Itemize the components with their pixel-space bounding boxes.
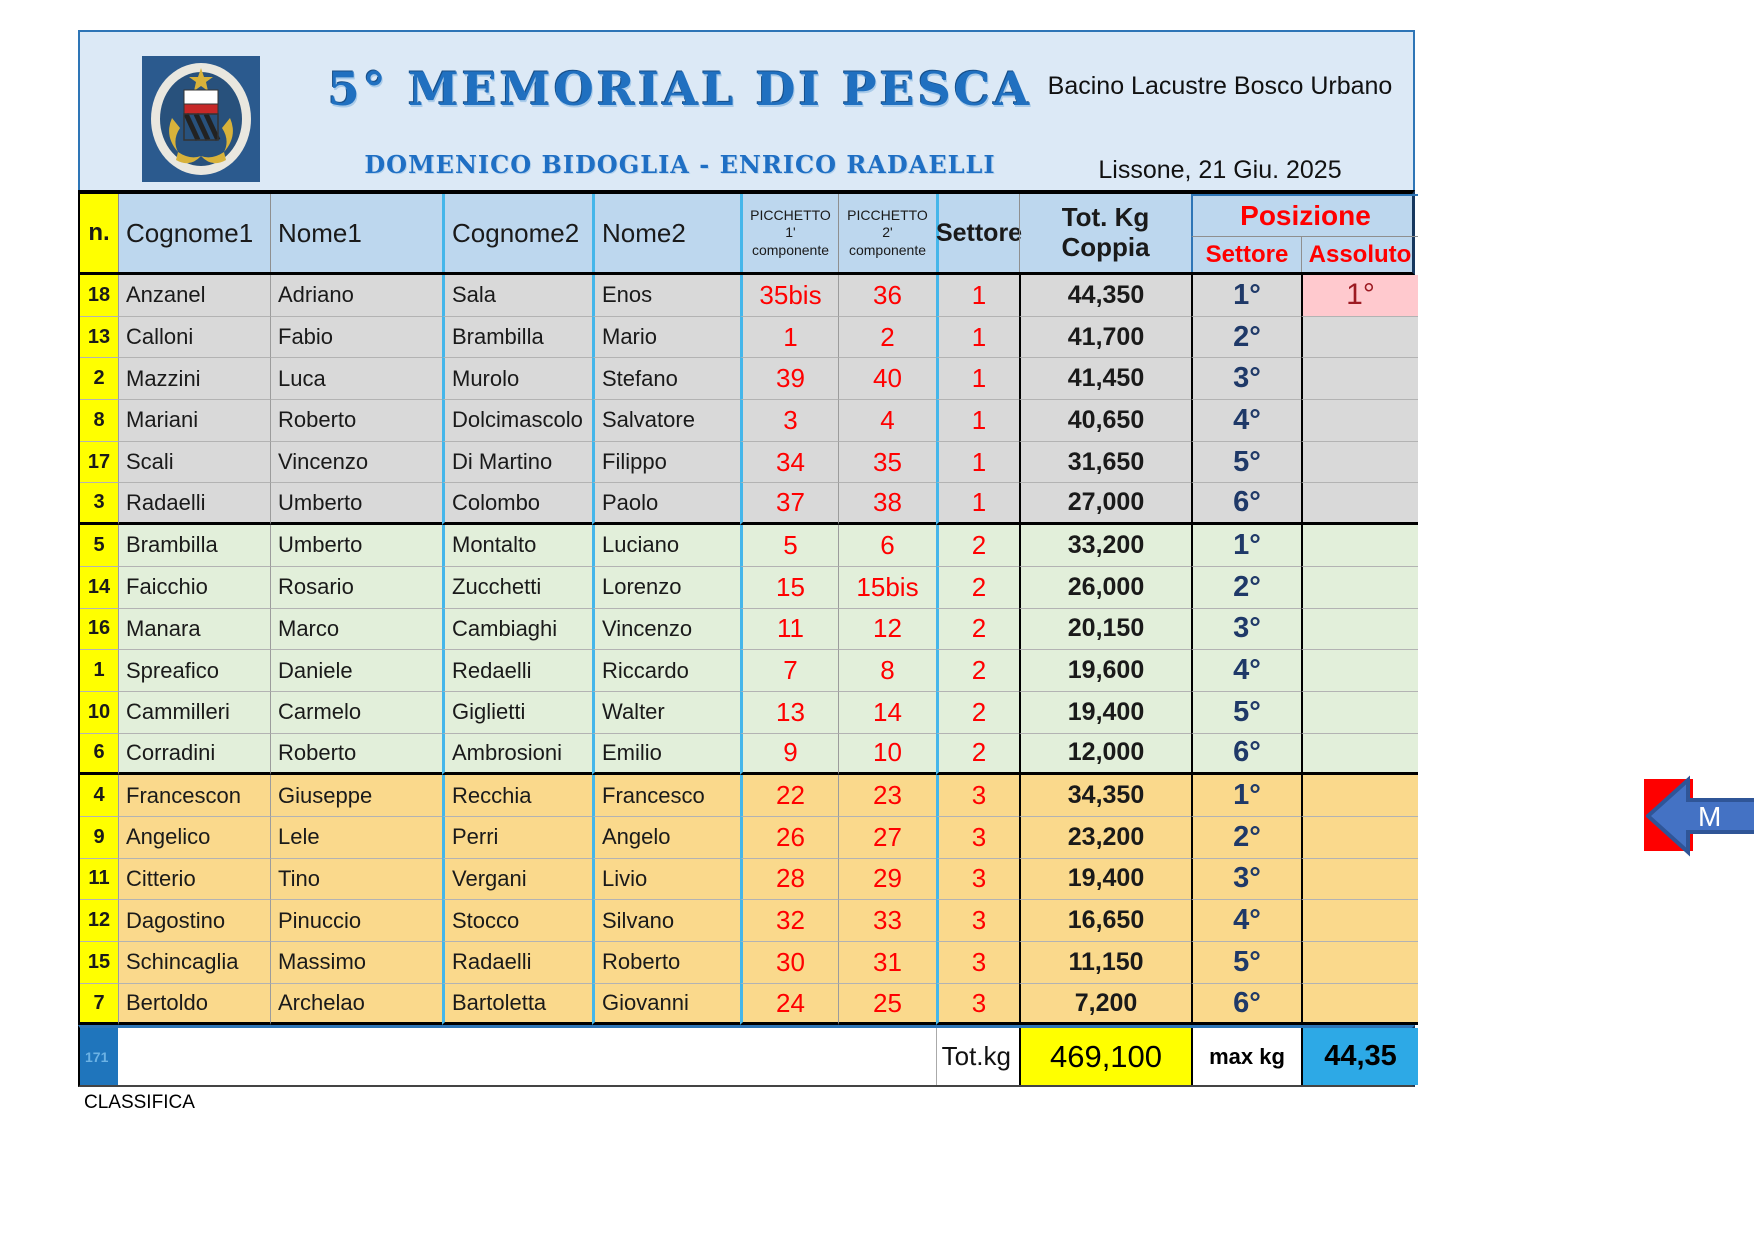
cell-pos-settore[interactable]: 2° (1191, 567, 1301, 609)
cell-nome2[interactable]: Francesco (592, 775, 740, 817)
cell-cognome1[interactable]: Corradini (118, 734, 270, 776)
cell-pos-settore[interactable]: 2° (1191, 817, 1301, 859)
cell-cognome1[interactable]: Francescon (118, 775, 270, 817)
cell-pos-assoluto[interactable] (1301, 650, 1418, 692)
cell-picchetto1[interactable]: 13 (740, 692, 838, 734)
cell-pos-settore[interactable]: 4° (1191, 650, 1301, 692)
cell-pos-assoluto[interactable] (1301, 609, 1418, 651)
cell-settore[interactable]: 1 (936, 483, 1019, 525)
cell-n[interactable]: 16 (80, 609, 118, 651)
cell-nome1[interactable]: Carmelo (270, 692, 442, 734)
cell-cognome2[interactable]: Montalto (442, 525, 592, 567)
cell-cognome2[interactable]: Di Martino (442, 442, 592, 484)
cell-nome1[interactable]: Luca (270, 358, 442, 400)
cell-picchetto2[interactable]: 27 (838, 817, 936, 859)
cell-nome2[interactable]: Riccardo (592, 650, 740, 692)
header-picchetto1-line3: componente (751, 241, 830, 258)
cell-cognome2[interactable]: Murolo (442, 358, 592, 400)
cell-nome1[interactable]: Adriano (270, 275, 442, 317)
cell-pos-settore[interactable]: 6° (1191, 483, 1301, 525)
cell-picchetto1[interactable]: 7 (740, 650, 838, 692)
cell-pos-assoluto[interactable] (1301, 567, 1418, 609)
header-picchetto2-line3: componente (848, 241, 927, 258)
cell-nome1[interactable]: Roberto (270, 734, 442, 776)
cell-picchetto1[interactable]: 5 (740, 525, 838, 567)
cell-pos-settore[interactable]: 3° (1191, 358, 1301, 400)
cell-settore[interactable]: 1 (936, 442, 1019, 484)
cell-pos-settore[interactable]: 1° (1191, 525, 1301, 567)
header-n: n. (80, 194, 118, 272)
cell-pos-assoluto[interactable] (1301, 942, 1418, 984)
cell-nome1[interactable]: Tino (270, 859, 442, 901)
cell-nome2[interactable]: Salvatore (592, 400, 740, 442)
cell-tot-kg[interactable]: 34,350 (1019, 775, 1191, 817)
cell-n[interactable]: 11 (80, 859, 118, 901)
event-title: 5° MEMORIAL DI PESCA (327, 62, 1033, 116)
table-header (78, 190, 1415, 275)
cell-pos-settore[interactable]: 2° (1191, 317, 1301, 359)
cell-picchetto1[interactable]: 39 (740, 358, 838, 400)
header-cognome2: Cognome2 (442, 194, 592, 272)
cell-nome1[interactable]: Giuseppe (270, 775, 442, 817)
cell-tot-kg[interactable]: 27,000 (1019, 483, 1191, 525)
cell-picchetto2[interactable]: 35 (838, 442, 936, 484)
cell-picchetto1[interactable]: 26 (740, 817, 838, 859)
cell-n[interactable]: 7 (80, 984, 118, 1026)
club-logo (142, 56, 260, 182)
cell-settore[interactable]: 3 (936, 859, 1019, 901)
cell-cognome2[interactable]: Colombo (442, 483, 592, 525)
cell-pos-assoluto[interactable] (1301, 817, 1418, 859)
cell-cognome2[interactable]: Giglietti (442, 692, 592, 734)
cell-n[interactable]: 15 (80, 942, 118, 984)
cell-pos-assoluto[interactable] (1301, 734, 1418, 776)
cell-tot-kg[interactable]: 11,150 (1019, 942, 1191, 984)
cell-nome2[interactable]: Stefano (592, 358, 740, 400)
cell-nome2[interactable]: Mario (592, 317, 740, 359)
header-tot-kg (1019, 194, 1191, 272)
cell-pos-assoluto[interactable]: 1° (1301, 275, 1418, 317)
cell-picchetto2[interactable]: 25 (838, 984, 936, 1026)
cell-cognome1[interactable]: Anzanel (118, 275, 270, 317)
cell-cognome1[interactable]: Cammilleri (118, 692, 270, 734)
cell-n[interactable]: 1 (80, 650, 118, 692)
cell-cognome2[interactable]: Ambrosioni (442, 734, 592, 776)
tot-kg-value[interactable]: 469,100 (1019, 1028, 1191, 1085)
header-picchetto2 (838, 194, 936, 272)
cell-pos-assoluto[interactable] (1301, 483, 1418, 525)
cell-picchetto1[interactable]: 9 (740, 734, 838, 776)
cell-n[interactable]: 8 (80, 400, 118, 442)
cell-pos-assoluto[interactable] (1301, 692, 1418, 734)
cell-picchetto2[interactable]: 23 (838, 775, 936, 817)
header-nome2: Nome2 (592, 194, 740, 272)
cell-picchetto1[interactable]: 24 (740, 984, 838, 1026)
svg-text:M: M (1698, 801, 1722, 832)
sheet-tab-classifica[interactable]: CLASSIFICA (84, 1092, 195, 1113)
back-arrow-icon[interactable] (1646, 772, 1754, 862)
cell-picchetto2[interactable]: 40 (838, 358, 936, 400)
cell-tot-kg[interactable]: 41,450 (1019, 358, 1191, 400)
cell-picchetto1[interactable]: 15 (740, 567, 838, 609)
tot-kg-label: Tot.kg (936, 1028, 1019, 1085)
cell-nome2[interactable]: Giovanni (592, 984, 740, 1026)
cell-n[interactable]: 9 (80, 817, 118, 859)
cell-pos-settore[interactable]: 5° (1191, 692, 1301, 734)
header-picchetto2-line2: 2' (882, 224, 893, 241)
header-posizione: Posizione (1191, 194, 1418, 236)
header-tot-kg-line2: Coppia (1061, 232, 1150, 262)
cell-pos-settore[interactable]: 1° (1191, 775, 1301, 817)
cell-cognome2[interactable]: Dolcimascolo (442, 400, 592, 442)
cell-picchetto1[interactable]: 30 (740, 942, 838, 984)
cell-cognome2[interactable]: Perri (442, 817, 592, 859)
cell-pos-settore[interactable]: 4° (1191, 400, 1301, 442)
cell-picchetto2[interactable]: 14 (838, 692, 936, 734)
venue-label: Bacino Lacustre Bosco Urbano (1047, 72, 1393, 100)
table-footer (78, 1025, 1415, 1087)
cell-cognome1[interactable]: Brambilla (118, 525, 270, 567)
cell-nome1[interactable]: Umberto (270, 525, 442, 567)
cell-settore[interactable]: 2 (936, 692, 1019, 734)
cell-nome1[interactable]: Vincenzo (270, 442, 442, 484)
cell-picchetto2[interactable]: 15bis (838, 567, 936, 609)
cell-picchetto2[interactable]: 4 (838, 400, 936, 442)
cell-settore[interactable]: 1 (936, 275, 1019, 317)
table-body (78, 275, 1415, 1025)
cell-pos-settore[interactable]: 1° (1191, 275, 1301, 317)
header-picchetto1-line1: PICCHETTO (750, 206, 831, 223)
row-indicator[interactable]: 171 (80, 1028, 118, 1085)
cell-n[interactable]: 3 (80, 483, 118, 525)
classifica-sheet (78, 30, 1415, 1087)
cell-tot-kg[interactable]: 26,000 (1019, 567, 1191, 609)
cell-cognome2[interactable]: Bartoletta (442, 984, 592, 1026)
cell-cognome2[interactable]: Brambilla (442, 317, 592, 359)
cell-picchetto2[interactable]: 6 (838, 525, 936, 567)
cell-n[interactable]: 6 (80, 734, 118, 776)
cell-cognome1[interactable]: Bertoldo (118, 984, 270, 1026)
cell-tot-kg[interactable]: 19,400 (1019, 692, 1191, 734)
cell-pos-settore[interactable]: 3° (1191, 859, 1301, 901)
cell-pos-assoluto[interactable] (1301, 900, 1418, 942)
cell-picchetto2[interactable]: 29 (838, 859, 936, 901)
cell-tot-kg[interactable]: 12,000 (1019, 734, 1191, 776)
cell-nome1[interactable]: Lele (270, 817, 442, 859)
cell-cognome1[interactable]: Spreafico (118, 650, 270, 692)
cell-nome1[interactable]: Daniele (270, 650, 442, 692)
cell-picchetto1[interactable]: 22 (740, 775, 838, 817)
cell-n[interactable]: 18 (80, 275, 118, 317)
header-cognome1: Cognome1 (118, 194, 270, 272)
cell-cognome2[interactable]: Redaelli (442, 650, 592, 692)
cell-picchetto1[interactable]: 3 (740, 400, 838, 442)
cell-tot-kg[interactable]: 33,200 (1019, 525, 1191, 567)
cell-settore[interactable]: 2 (936, 734, 1019, 776)
header-tot-kg-line1: Tot. Kg (1061, 202, 1150, 233)
max-kg-value[interactable]: 44,35 (1301, 1028, 1418, 1085)
cell-pos-settore[interactable]: 4° (1191, 900, 1301, 942)
cell-cognome2[interactable]: Recchia (442, 775, 592, 817)
cell-settore[interactable]: 3 (936, 775, 1019, 817)
cell-cognome1[interactable]: Faicchio (118, 567, 270, 609)
cell-settore[interactable]: 2 (936, 650, 1019, 692)
cell-nome2[interactable]: Lorenzo (592, 567, 740, 609)
cell-nome1[interactable]: Archelao (270, 984, 442, 1026)
cell-settore[interactable]: 3 (936, 984, 1019, 1026)
cell-cognome1[interactable]: Manara (118, 609, 270, 651)
cell-tot-kg[interactable]: 19,400 (1019, 859, 1191, 901)
cell-cognome2[interactable]: Radaelli (442, 942, 592, 984)
cell-tot-kg[interactable]: 44,350 (1019, 275, 1191, 317)
cell-nome2[interactable]: Emilio (592, 734, 740, 776)
cell-settore[interactable]: 1 (936, 400, 1019, 442)
header-nome1: Nome1 (270, 194, 442, 272)
cell-tot-kg[interactable]: 31,650 (1019, 442, 1191, 484)
cell-settore[interactable]: 3 (936, 817, 1019, 859)
cell-cognome2[interactable]: Vergani (442, 859, 592, 901)
header-picchetto1-line2: 1' (785, 224, 796, 241)
cell-settore[interactable]: 3 (936, 942, 1019, 984)
cell-pos-assoluto[interactable] (1301, 859, 1418, 901)
cell-nome1[interactable]: Umberto (270, 483, 442, 525)
header-picchetto1 (740, 194, 838, 272)
cell-pos-settore[interactable]: 6° (1191, 734, 1301, 776)
cell-nome2[interactable]: Walter (592, 692, 740, 734)
cell-nome1[interactable]: Fabio (270, 317, 442, 359)
cell-settore[interactable]: 2 (936, 525, 1019, 567)
cell-picchetto2[interactable]: 36 (838, 275, 936, 317)
cell-picchetto1[interactable]: 1 (740, 317, 838, 359)
cell-pos-settore[interactable]: 3° (1191, 609, 1301, 651)
cell-tot-kg[interactable]: 23,200 (1019, 817, 1191, 859)
cell-picchetto1[interactable]: 28 (740, 859, 838, 901)
cell-nome1[interactable]: Rosario (270, 567, 442, 609)
menu-nav-widget[interactable] (1644, 772, 1754, 862)
cell-nome2[interactable]: Enos (592, 275, 740, 317)
cell-cognome1[interactable]: Mazzini (118, 358, 270, 400)
cell-nome2[interactable]: Roberto (592, 942, 740, 984)
cell-cognome1[interactable]: Scali (118, 442, 270, 484)
cell-nome1[interactable]: Massimo (270, 942, 442, 984)
cell-nome2[interactable]: Livio (592, 859, 740, 901)
cell-n[interactable]: 14 (80, 567, 118, 609)
header-picchetto2-line1: PICCHETTO (847, 206, 928, 223)
max-kg-label: max kg (1191, 1028, 1301, 1085)
cell-cognome2[interactable]: Sala (442, 275, 592, 317)
cell-n[interactable]: 5 (80, 525, 118, 567)
header-settore: Settore (936, 194, 1019, 272)
cell-n[interactable]: 12 (80, 900, 118, 942)
cell-picchetto2[interactable]: 31 (838, 942, 936, 984)
cell-settore[interactable]: 2 (936, 567, 1019, 609)
cell-nome1[interactable]: Roberto (270, 400, 442, 442)
cell-pos-assoluto[interactable] (1301, 358, 1418, 400)
cell-cognome1[interactable]: Dagostino (118, 900, 270, 942)
cell-cognome2[interactable]: Stocco (442, 900, 592, 942)
cell-nome2[interactable]: Silvano (592, 900, 740, 942)
cell-cognome1[interactable]: Mariani (118, 400, 270, 442)
footer-empty-cell (118, 1028, 936, 1085)
cell-cognome1[interactable]: Schincaglia (118, 942, 270, 984)
cell-pos-assoluto[interactable] (1301, 400, 1418, 442)
cell-nome2[interactable]: Luciano (592, 525, 740, 567)
cell-picchetto1[interactable]: 37 (740, 483, 838, 525)
cell-n[interactable]: 13 (80, 317, 118, 359)
cell-n[interactable]: 4 (80, 775, 118, 817)
cell-nome1[interactable]: Pinuccio (270, 900, 442, 942)
cell-pos-settore[interactable]: 5° (1191, 442, 1301, 484)
cell-tot-kg[interactable]: 7,200 (1019, 984, 1191, 1026)
cell-pos-assoluto[interactable] (1301, 775, 1418, 817)
cell-nome2[interactable]: Vincenzo (592, 609, 740, 651)
cell-cognome1[interactable]: Citterio (118, 859, 270, 901)
date-place-label: Lissone, 21 Giu. 2025 (1098, 156, 1342, 184)
cell-pos-assoluto[interactable] (1301, 525, 1418, 567)
cell-cognome1[interactable]: Radaelli (118, 483, 270, 525)
cell-tot-kg[interactable]: 20,150 (1019, 609, 1191, 651)
cell-picchetto2[interactable]: 10 (838, 734, 936, 776)
cell-cognome1[interactable]: Angelico (118, 817, 270, 859)
header-pos-assoluto: Assoluto (1301, 236, 1418, 272)
cell-picchetto2[interactable]: 8 (838, 650, 936, 692)
cell-cognome2[interactable]: Zucchetti (442, 567, 592, 609)
cell-pos-assoluto[interactable] (1301, 984, 1418, 1026)
cell-tot-kg[interactable]: 41,700 (1019, 317, 1191, 359)
cell-tot-kg[interactable]: 19,600 (1019, 650, 1191, 692)
cell-nome1[interactable]: Marco (270, 609, 442, 651)
cell-pos-assoluto[interactable] (1301, 442, 1418, 484)
cell-settore[interactable]: 1 (936, 317, 1019, 359)
cell-picchetto2[interactable]: 2 (838, 317, 936, 359)
cell-picchetto1[interactable]: 34 (740, 442, 838, 484)
cell-pos-settore[interactable]: 6° (1191, 984, 1301, 1026)
cell-nome2[interactable]: Paolo (592, 483, 740, 525)
cell-cognome2[interactable]: Cambiaghi (442, 609, 592, 651)
cell-tot-kg[interactable]: 16,650 (1019, 900, 1191, 942)
cell-settore[interactable]: 2 (936, 609, 1019, 651)
cell-picchetto2[interactable]: 33 (838, 900, 936, 942)
cell-picchetto1[interactable]: 32 (740, 900, 838, 942)
cell-picchetto1[interactable]: 11 (740, 609, 838, 651)
cell-nome2[interactable]: Filippo (592, 442, 740, 484)
cell-nome2[interactable]: Angelo (592, 817, 740, 859)
cell-picchetto2[interactable]: 38 (838, 483, 936, 525)
cell-picchetto1[interactable]: 35bis (740, 275, 838, 317)
cell-settore[interactable]: 3 (936, 900, 1019, 942)
cell-picchetto2[interactable]: 12 (838, 609, 936, 651)
cell-tot-kg[interactable]: 40,650 (1019, 400, 1191, 442)
cell-n[interactable]: 10 (80, 692, 118, 734)
event-subtitle: DOMENICO BIDOGLIA - ENRICO RADAELLI (364, 150, 996, 179)
report-header (78, 30, 1415, 190)
cell-pos-assoluto[interactable] (1301, 317, 1418, 359)
cell-settore[interactable]: 1 (936, 358, 1019, 400)
cell-n[interactable]: 17 (80, 442, 118, 484)
header-pos-settore: Settore (1191, 236, 1301, 272)
cell-cognome1[interactable]: Calloni (118, 317, 270, 359)
gruppo-pescatori-villasanta-crest-icon (142, 56, 260, 182)
cell-pos-settore[interactable]: 5° (1191, 942, 1301, 984)
cell-n[interactable]: 2 (80, 358, 118, 400)
